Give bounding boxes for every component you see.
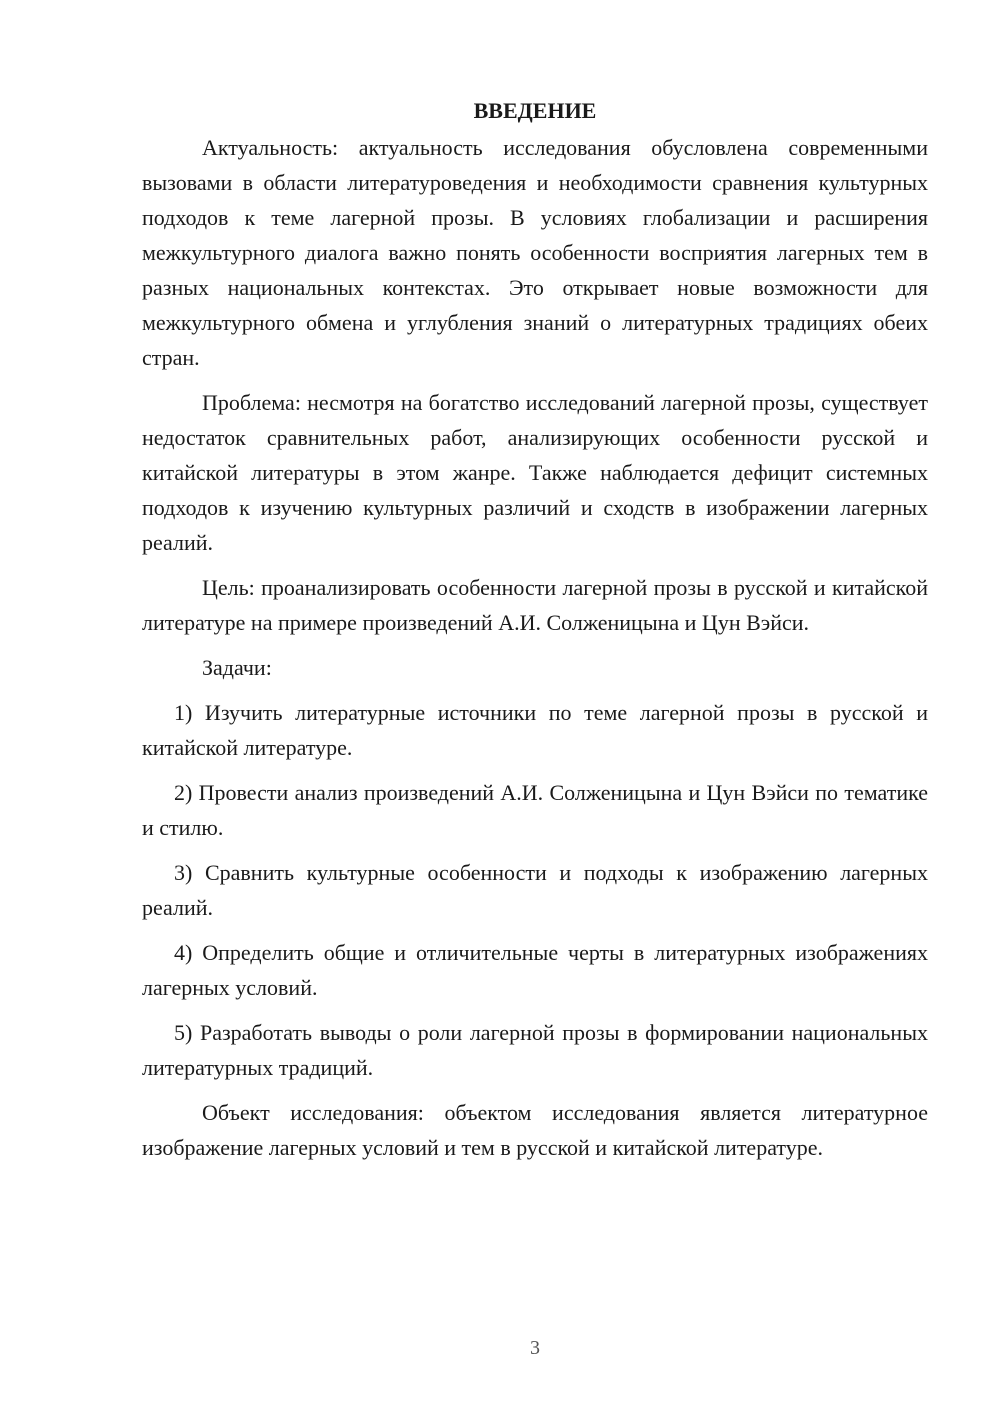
- task-item-3: 3) Сравнить культурные особенности и подходы к изображению лагерных реалий.: [142, 860, 928, 920]
- paragraph-goal: Цель: проанализировать особенности лагерной прозы в русской и китайской литературе на примере произведений А.И. Солженицына и Цун Вэйси.: [142, 575, 928, 635]
- paragraph-object: Объект исследования: объектом исследования является литературное изображение лагерных условий и тем в русской и китайской литературе.: [142, 1100, 928, 1160]
- task-item-5: 5) Разработать выводы о роли лагерной прозы в формировании национальных литературных традиций.: [142, 1020, 928, 1080]
- section-title: ВВЕДЕНИЕ: [473, 98, 597, 123]
- page-content: [142, 93, 928, 1175]
- page-number: 3: [530, 1337, 540, 1359]
- paragraph-problem: Проблема: несмотря на богатство исследований лагерной прозы, существует недостаток сравнительных работ, анализирующих особенности русской и китайской литературы в этом жанре. Также наблюдается дефицит системных подходов к изучению культурных различий и сходств в изображении лагерных реалий.: [142, 390, 928, 555]
- task-item-2: 2) Провести анализ произведений А.И. Солженицына и Цун Вэйси по тематике и стилю.: [142, 780, 928, 840]
- tasks-heading: Задачи:: [202, 655, 272, 680]
- task-item-1: 1) Изучить литературные источники по теме лагерной прозы в русской и китайской литературе.: [142, 700, 928, 760]
- paragraph-relevance: Актуальность: актуальность исследования обусловлена современными вызовами в области литературоведения и необходимости сравнения культурных подходов к теме лагерной прозы. В условиях глобализации и расширения межкультурного диалога важно понять особенности восприятия лагерных тем в разных национальных контекстах. Это открывает новые возможности для межкультурного обмена и углубления знаний о литературных традициях обеих стран.: [142, 135, 928, 370]
- task-item-4: 4) Определить общие и отличительные черты в литературных изображениях лагерных условий.: [142, 940, 928, 1000]
